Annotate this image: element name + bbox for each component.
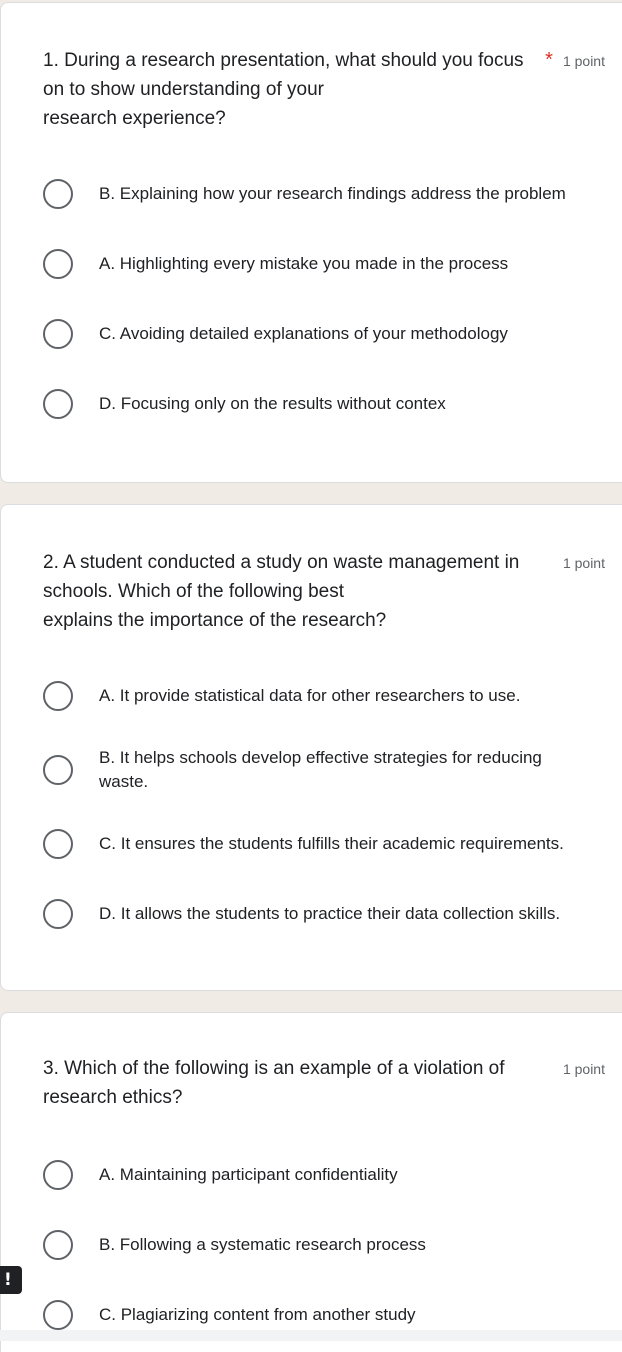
radio-button[interactable] bbox=[43, 1230, 73, 1260]
option-q1-a[interactable] bbox=[43, 249, 612, 279]
option-label: C. Plagiarizing content from another study bbox=[99, 1305, 416, 1324]
question-header bbox=[43, 1054, 605, 1112]
question-header bbox=[43, 548, 605, 635]
bottom-bar bbox=[0, 1330, 622, 1341]
option-q1-c[interactable] bbox=[43, 319, 612, 349]
question-title-line: 1. During a research presentation, what should you focus bbox=[43, 50, 524, 71]
option-label: C. It ensures the students fulfills their academic requirements. bbox=[99, 834, 564, 853]
question-meta bbox=[563, 1054, 605, 1080]
points-label: 1 point bbox=[562, 1061, 605, 1077]
option-label: C. Avoiding detailed explanations of your methodology bbox=[99, 324, 508, 343]
option-q2-a[interactable] bbox=[43, 681, 612, 711]
question-title-line: schools. Which of the following best bbox=[43, 581, 344, 602]
option-q3-a[interactable] bbox=[43, 1160, 612, 1190]
option-q1-d[interactable] bbox=[43, 389, 612, 419]
question-title-line: 3. Which of the following is an example of a violation of bbox=[43, 1058, 505, 1079]
radio-button[interactable] bbox=[43, 319, 73, 349]
radio-button[interactable] bbox=[43, 899, 73, 929]
question-title-line: on to show understanding of your bbox=[43, 79, 324, 100]
question-title-line: research ethics? bbox=[43, 1087, 183, 1108]
radio-button[interactable] bbox=[43, 1160, 73, 1190]
radio-button[interactable] bbox=[43, 755, 73, 785]
question-title-line: 2. A student conducted a study on waste management in bbox=[43, 552, 520, 573]
points-label: 1 point bbox=[562, 53, 605, 69]
radio-button[interactable] bbox=[43, 249, 73, 279]
radio-button[interactable] bbox=[43, 1300, 73, 1330]
radio-button[interactable] bbox=[43, 829, 73, 859]
question-card-1 bbox=[0, 2, 622, 483]
required-asterisk: * bbox=[545, 49, 553, 71]
question-meta bbox=[563, 548, 605, 574]
option-label: B. Following a systematic research process bbox=[99, 1235, 426, 1254]
radio-button[interactable] bbox=[43, 681, 73, 711]
option-label: A. Highlighting every mistake you made in the process bbox=[99, 254, 509, 273]
option-label: B. It helps schools develop effective strategies for reducing waste. bbox=[99, 748, 542, 791]
radio-button[interactable] bbox=[43, 389, 73, 419]
option-q1-b[interactable] bbox=[43, 179, 612, 209]
alert-badge-icon[interactable]: ! bbox=[0, 1266, 22, 1294]
question-title-line: explains the importance of the research? bbox=[43, 610, 387, 631]
question-card-3 bbox=[0, 1012, 622, 1352]
question-card-2 bbox=[0, 504, 622, 991]
option-label: B. Explaining how your research findings address the problem bbox=[99, 184, 566, 203]
option-q2-c[interactable] bbox=[43, 829, 612, 859]
question-header bbox=[43, 46, 605, 133]
option-q2-b[interactable] bbox=[43, 746, 612, 794]
question-title bbox=[43, 46, 533, 133]
question-meta bbox=[545, 46, 605, 72]
question-title-line: research experience? bbox=[43, 108, 226, 129]
points-label: 1 point bbox=[562, 555, 605, 571]
option-label: A. Maintaining participant confidentiality bbox=[99, 1165, 398, 1184]
option-label: D. Focusing only on the results without contex bbox=[99, 394, 446, 413]
option-q3-c[interactable] bbox=[43, 1300, 612, 1330]
option-q2-d[interactable] bbox=[43, 899, 612, 929]
option-label: D. It allows the students to practice their data collection skills. bbox=[99, 904, 561, 923]
question-title bbox=[43, 1054, 533, 1112]
question-title bbox=[43, 548, 533, 635]
option-q3-b[interactable] bbox=[43, 1230, 612, 1260]
option-label: A. It provide statistical data for other researchers to use. bbox=[99, 686, 521, 705]
radio-button[interactable] bbox=[43, 179, 73, 209]
